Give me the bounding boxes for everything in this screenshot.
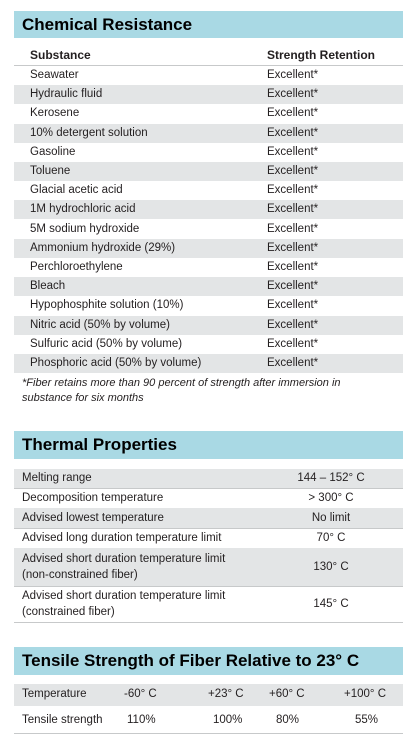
thermal-label: Advised long duration temperature limit — [22, 532, 222, 544]
chemical-row — [14, 162, 403, 181]
thermal-label — [22, 588, 225, 620]
thermal-value: > 300° C — [308, 492, 354, 504]
chemical-row — [14, 335, 403, 354]
retention-cell: Excellent* — [267, 241, 319, 254]
chemical-row — [14, 143, 403, 162]
substance-cell: 5M sodium hydroxide — [30, 222, 140, 235]
retention-cell: Excellent* — [267, 107, 319, 120]
tensile-data-cell: 100% — [213, 714, 243, 726]
thermal-label: Advised lowest temperature — [22, 512, 164, 524]
substance-header: Substance — [30, 48, 91, 62]
retention-cell: Excellent* — [267, 88, 319, 101]
chemical-row — [14, 85, 403, 104]
divider — [14, 733, 403, 734]
tensile-data-cell: 110% — [127, 714, 156, 726]
thermal-value: No limit — [311, 512, 351, 524]
retention-cell: Excellent* — [267, 222, 319, 235]
substance-cell: Ammonium hydroxide (29%) — [30, 241, 176, 254]
tensile-data-cell: Tensile strength — [22, 714, 103, 726]
substance-cell: Seawater — [30, 69, 79, 81]
thermal-row — [14, 469, 403, 488]
retention-cell: Excellent* — [267, 337, 319, 350]
chemical-row — [14, 220, 403, 239]
chemical-footnote: *Fiber retains more than 90 percent of strength after immersion in substance for six months — [22, 377, 341, 404]
thermal-value: 70° C — [316, 532, 346, 544]
retention-cell: Excellent* — [267, 69, 319, 81]
thermal-properties-title: Thermal Properties — [14, 431, 403, 459]
thermal-row — [14, 548, 403, 586]
retention-cell: Excellent* — [267, 145, 319, 158]
substance-cell: Hydraulic fluid — [30, 88, 103, 101]
substance-cell: Nitric acid (50% by volume) — [30, 318, 170, 331]
chemical-row — [14, 258, 403, 277]
thermal-value: 130° C — [313, 561, 349, 573]
tensile-strength-title: Tensile Strength of Fiber Relative to 23° C — [14, 647, 403, 675]
thermal-label: Decomposition temperature — [22, 492, 164, 504]
substance-cell: Sulfuric acid (50% by volume) — [30, 337, 183, 350]
substance-cell: Bleach — [30, 280, 66, 293]
thermal-label: Melting range — [22, 472, 92, 484]
chemical-row — [14, 239, 403, 258]
retention-cell: Excellent* — [267, 261, 319, 273]
chemical-row — [14, 354, 403, 373]
thermal-label-line: (constrained fiber) — [22, 606, 115, 618]
retention-cell: Excellent* — [267, 126, 319, 139]
tensile-data-cell: 80% — [276, 714, 300, 726]
thermal-label-line: (non-constrained fiber) — [22, 569, 138, 581]
chemical-row — [14, 296, 403, 315]
retention-cell: Excellent* — [267, 184, 319, 197]
substance-cell: Toluene — [30, 165, 71, 177]
substance-cell: Glacial acetic acid — [30, 184, 123, 197]
retention-cell: Excellent* — [267, 318, 319, 331]
tensile-header-cell: Temperature — [22, 688, 87, 700]
chemical-row — [14, 200, 403, 219]
substance-cell: 1M hydrochloric acid — [30, 203, 136, 216]
retention-cell: Excellent* — [267, 299, 319, 312]
substance-cell: Kerosene — [30, 107, 80, 120]
chemical-row — [14, 124, 403, 143]
retention-cell: Excellent* — [267, 203, 319, 216]
thermal-value: 144 – 152° C — [297, 472, 365, 484]
chemical-row — [14, 277, 403, 296]
thermal-row — [14, 508, 403, 528]
tensile-header-row — [14, 684, 403, 706]
substance-cell: Gasoline — [30, 145, 76, 158]
divider — [14, 622, 403, 623]
tensile-header-cell: +60° C — [269, 688, 305, 700]
retention-cell: Excellent* — [267, 280, 319, 293]
thermal-row — [14, 488, 403, 508]
tensile-data-row — [14, 708, 403, 732]
substance-cell: Phosphoric acid (50% by volume) — [30, 357, 202, 369]
thermal-label — [22, 551, 225, 583]
tensile-header-cell: +23° C — [208, 688, 244, 700]
substance-cell: Hypophosphite solution (10%) — [30, 299, 184, 312]
tensile-data-cell: 55% — [355, 714, 379, 726]
chemical-resistance-title: Chemical Resistance — [14, 11, 403, 38]
thermal-label-line: Advised short duration temperature limit — [22, 590, 226, 602]
retention-cell: Excellent* — [267, 165, 319, 177]
chemical-row — [14, 66, 403, 85]
chemical-table-header — [14, 46, 403, 66]
chemical-row — [14, 104, 403, 123]
thermal-value: 145° C — [313, 598, 349, 610]
retention-cell: Excellent* — [267, 357, 319, 369]
tensile-header-cell: -60° C — [124, 688, 157, 700]
chemical-row — [14, 316, 403, 335]
tensile-header-cell: +100° C — [344, 688, 387, 700]
thermal-label-line: Advised short duration temperature limit — [22, 553, 226, 565]
thermal-row — [14, 528, 403, 548]
substance-cell: Perchloroethylene — [30, 261, 123, 273]
substance-cell: 10% detergent solution — [30, 126, 148, 139]
retention-header: Strength Retention — [267, 48, 375, 62]
chemical-row — [14, 181, 403, 200]
thermal-row — [14, 586, 403, 622]
